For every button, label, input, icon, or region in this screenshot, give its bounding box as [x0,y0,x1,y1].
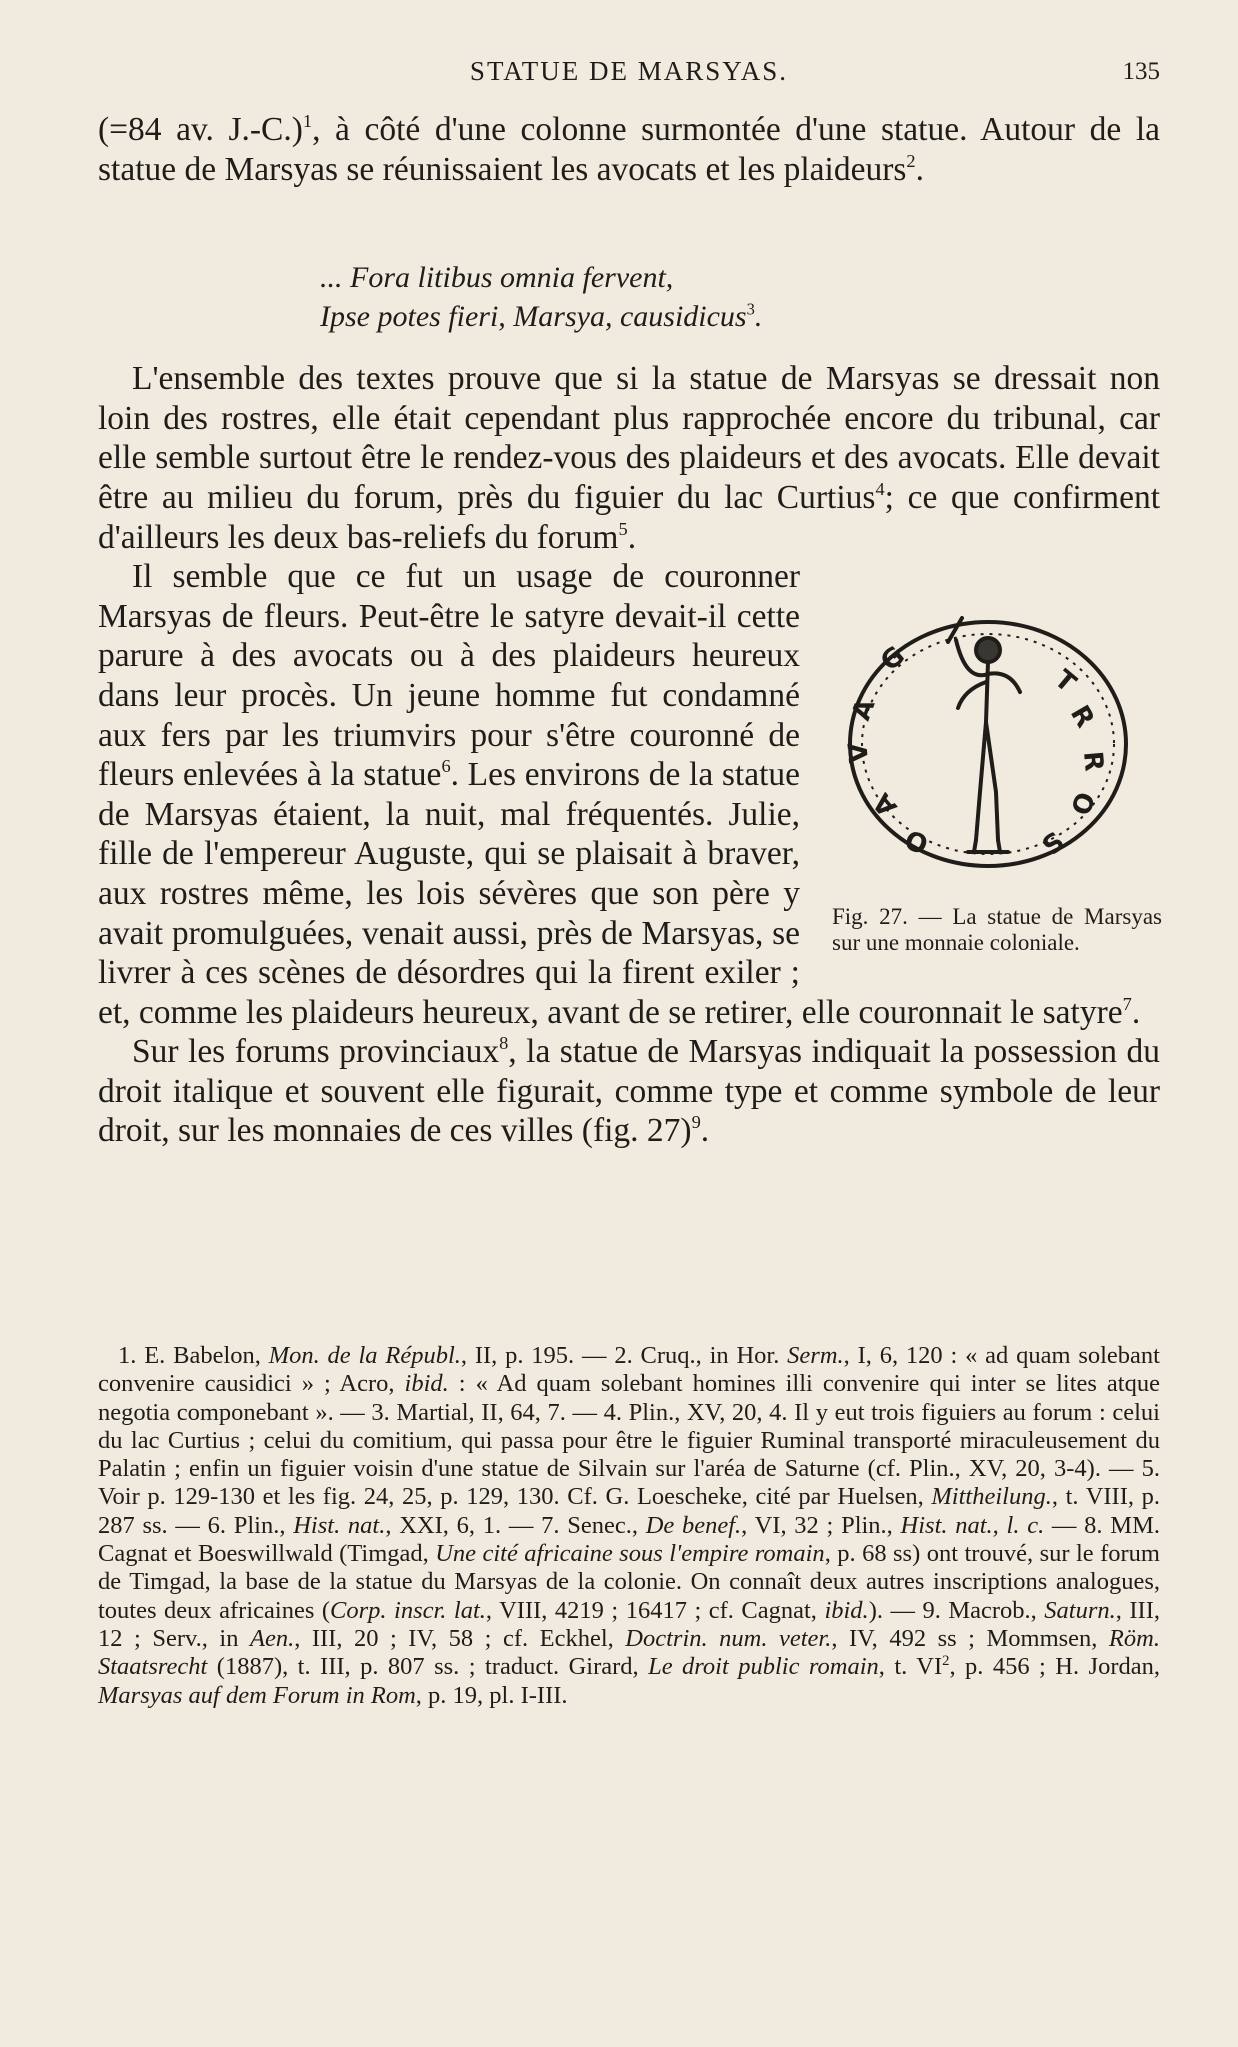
verse-quote [320,258,920,336]
footnote-ref: 2 [906,150,916,171]
footnote-ref: 1 [302,111,313,132]
footnote-ref: 7 [1122,993,1132,1014]
footnote-text: 1. E. Babelon, Mon. de la Républ., II, p. 195. — 2. Cruq., in Hor. Serm., I, 6, 120 : « ad quam solebant convenire causidici » ; Acro, ibid. : « Ad quam solebant homines illi convenire qui inter se lites atque negotia componebant ». — 3. Martial, II, 64, 7. — 4. Plin., XV, 20, 4. Il y eut trois figuiers au forum : celui du lac Curtius ; celui du comitium, qui passa pour être le figuier Ruminal transporté miraculeusement du Palatin ; enfin un figuier voisin d'une statue de Silvain sur l'aréa de Saturne (cf. Plin., XV, 20, 3-4). — 5. Voir p. 129-130 et les fig. 24, 25, p. 129, 130. Cf. G. Loescheke, cité par Huelsen, Mittheilung., t. VIII, p. 287 ss. — 6. Plin., Hist. nat., XXI, 6, 1. — 7. Senec., De benef., VI, 32 ; Plin., Hist. nat., l. c. — 8. MM. Cagnat et Boeswillwald (Timgad, Une cité africaine sous l'empire romain, p. 68 ss) ont trouvé, sur le forum de Timgad, la base de la statue du Marsyas de la colonie. On connaît deux autres inscriptions analogues, toutes deux africaines (Corp. inscr. lat., VIII, 4219 ; 16417 ; cf. Cagnat, ibid.). — 9. Macrob., Saturn., III, 12 ; Serv., in Aen., III, 20 ; IV, 58 ; cf. Eckhel, Doctrin. num. veter., IV, 492 ss ; Mommsen, Röm. Staatsrecht (1887), t. III, p. 807 ss. ; traduct. Girard, Le droit public romain, t. $VI^2$, p. 456 ; H. Jordan, Marsyas auf dem Forum in Rom, p. 19, pl. I-III. [98,1342,1161,1709]
svg-text:V: V [843,741,875,765]
svg-text:S: S [1035,824,1069,860]
svg-text:A: A [846,695,882,725]
footnote-ref: 6 [441,756,451,777]
svg-text:R: R [1077,749,1109,773]
svg-text:R: R [1063,700,1100,733]
coin-marsyas-illustration [838,612,1138,882]
svg-text:O: O [901,822,933,859]
svg-text:A: A [867,787,904,822]
paragraph-4: Sur les forums provinciaux$^8$, la statue de Marsyas indiquait la possession du droit italique et souvent elle figurait, comme type et comme symbole de leur droit, sur les monnaies de ces villes (fig. 27)$^9$. [98,1033,1160,1150]
figure-27 [830,612,1160,972]
running-title: STATUE DE MARSYAS. [469,56,789,86]
footnote-ref: 8 [499,1033,509,1054]
footnote-ref: 3 [746,299,755,319]
figure-caption: Fig. 27. — La statue de Marsyas sur une monnaie coloniale. [832,904,1162,955]
footnote-ref: 5 [618,518,628,539]
verse-line-1: ... Fora litibus omnia fervent, [320,261,674,294]
footnote-ref: 9 [691,1112,701,1133]
svg-text:G: G [875,640,911,678]
page-number: 135 [1122,58,1160,85]
svg-text:O: O [1063,787,1100,819]
paragraph-3: Il semble que ce fut un usage de couronner Marsyas de fleurs. Peut-être le satyre devait-il cette parure à des avocats ou à des plaideurs heureux dans leur procès. Un jeune homme fut condamné aux fers par les triumvirs pour s'être couronné de fleurs enlevées à la statue$^6$. Les environs de la statue de Marsyas étaient, la nuit, mal fréquentés. Julie, fille de l'empereur Auguste, qui se plaisait à braver, aux rostres même, les lois sévères que son père y avait promulguées, venait aussi, près de Marsyas, se livrer à ces scènes de désordres qui la firent exiler ; et, comme les plaideurs heureux, avant de se retirer, elle couronnait le satyre$^7$. [98,558,1141,1031]
running-head [98,56,1160,96]
footnote-ref: 4 [875,479,885,500]
paragraph-2: L'ensemble des textes prouve que si la statue de Marsyas se dressait non loin des rostres, elle était cependant plus rapprochée encore du tribunal, car elle semble surtout être le rendez-vous des plaideurs et des avocats. Elle devait être au milieu du forum, près du figuier du lac Curtius$^4$; ce que confirment d'ailleurs les deux bas-reliefs du forum$^5$. [98,360,1161,556]
svg-text:T: T [1048,664,1082,699]
paragraph-1: (=84 av. J.-C.)$^1$, à côté d'une colonne surmontée d'une statue. Autour de la statue de Marsyas se réunissaient les avocats et les plaideurs$^2$. [98,111,1160,188]
footnotes [98,1342,1160,1710]
verse-line-2: Ipse potes fieri, Marsya, causidicus$^3$. [320,299,763,333]
